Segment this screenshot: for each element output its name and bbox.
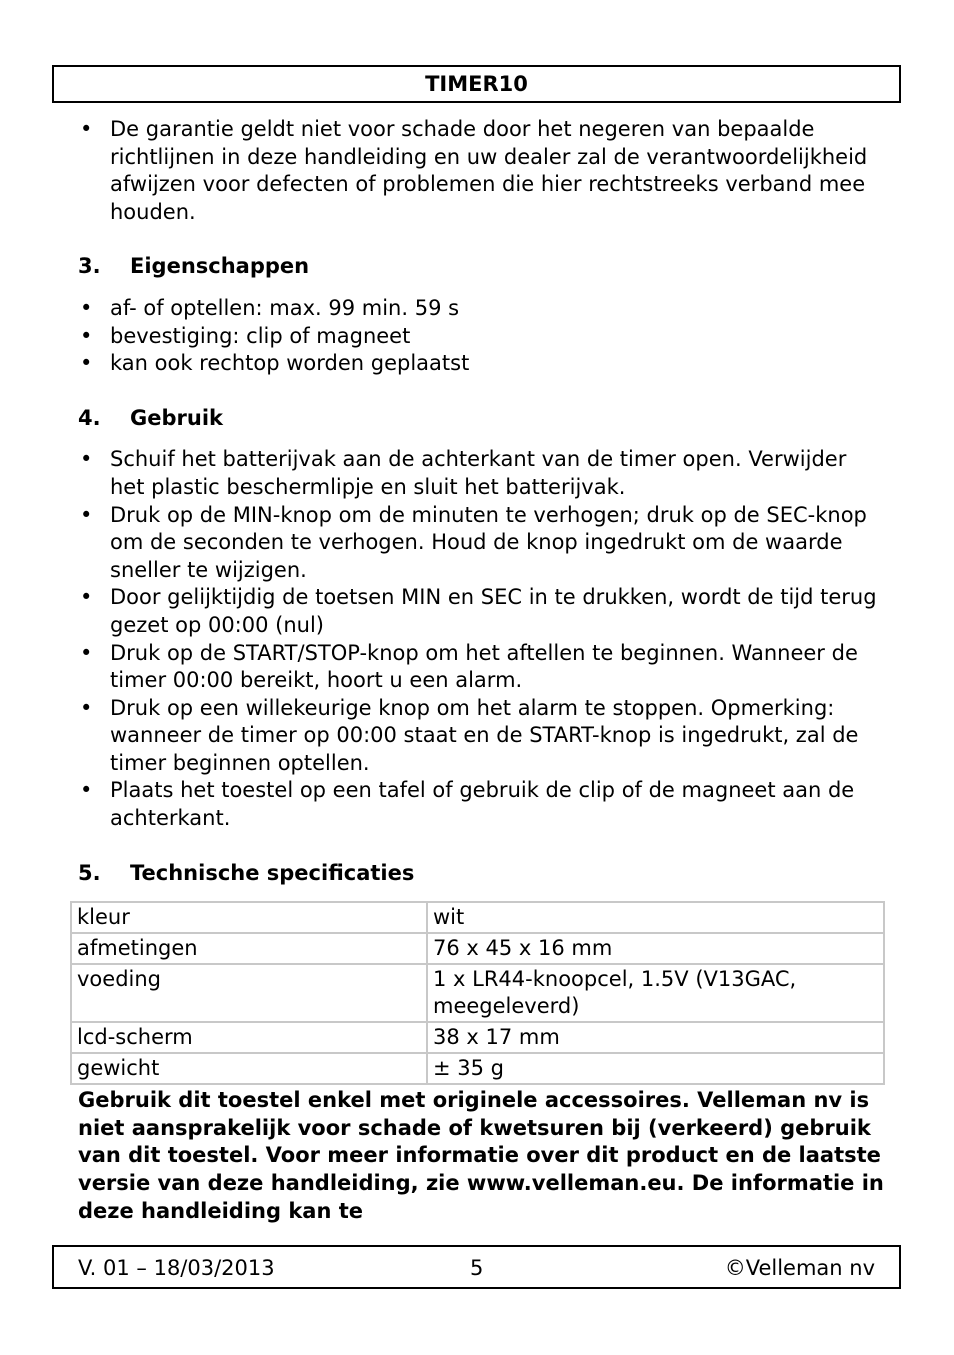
bullet-icon: • <box>80 585 93 610</box>
list-item: • Druk op de START/STOP-knop om het aftellen te beginnen. Wanneer de timer 00:00 bereikt, hoort u een alarm. <box>80 640 858 693</box>
table-row <box>71 1053 884 1084</box>
spec-key: afmetingen <box>71 933 427 964</box>
section-number: 3. <box>78 254 101 279</box>
page-content <box>78 116 886 1225</box>
bullet-icon: • <box>80 117 93 141</box>
spec-key: gewicht <box>71 1053 427 1084</box>
bullet-icon: • <box>80 695 93 720</box>
list-item: • Plaats het toestel op een tafel of gebruik de clip of de magneet aan de achterkant. <box>80 778 855 831</box>
list-item: • Druk op de MIN-knop om de minuten te verhogen; druk op de SEC-knop om de seconden te verhogen. Houd de knop ingedrukt om de waarde sneller te wijzigen. <box>80 502 867 582</box>
table-row <box>71 1022 884 1053</box>
spec-key: lcd-scherm <box>71 1022 427 1053</box>
bullet-icon: • <box>80 447 93 472</box>
footer-copyright: ©Velleman nv <box>724 1256 875 1280</box>
bullet-icon: • <box>80 778 93 803</box>
table-row <box>71 933 884 964</box>
document-title: TIMER10 <box>425 72 528 96</box>
features-bullet-list <box>78 295 886 378</box>
table-row <box>71 902 884 933</box>
disclaimer-notice: Gebruik dit toestel enkel met originele accessoires. Velleman nv is niet aansprakelijk voor schade of kwetsuren bij (verkeerd) gebruik van dit toestel. Voor meer informatie over dit product en de laatste versie van deze handleiding, zie www.velleman.eu. De informatie in deze handleiding kan te <box>78 1088 884 1223</box>
list-item: • Door gelijktijdig de toetsen MIN en SEC in te drukken, wordt de tijd terug gezet op 00:00 (nul) <box>80 585 877 637</box>
page-header <box>52 65 901 103</box>
bullet-icon: • <box>80 640 93 665</box>
table-row <box>71 964 884 1022</box>
intro-bullet-list <box>78 116 886 226</box>
section-number: 5. <box>78 860 101 885</box>
list-item: • kan ook rechtop worden geplaatst <box>78 350 886 378</box>
usage-bullet-list <box>78 446 886 832</box>
section-heading-gebruik <box>78 405 886 433</box>
section-title: Gebruik <box>130 405 223 430</box>
spec-value: 76 x 45 x 16 mm <box>427 933 884 964</box>
section-heading-eigenschappen <box>78 253 886 281</box>
spec-key: voeding <box>71 964 427 1022</box>
section-title: Eigenschappen <box>130 254 310 279</box>
page-footer <box>52 1245 901 1289</box>
bullet-icon: • <box>80 295 93 320</box>
bullet-icon: • <box>80 502 93 527</box>
list-item: • Druk op een willekeurige knop om het alarm te stoppen. Opmerking: wanneer de timer op 00:00 staat en de START-knop is ingedrukt, zal de timer beginnen optellen. <box>80 695 859 775</box>
footer-page-number: 5 <box>470 1256 484 1280</box>
spec-value: wit <box>427 902 884 933</box>
spec-value: ± 35 g <box>427 1053 884 1084</box>
specifications-table <box>70 901 885 1085</box>
list-item: • De garantie geldt niet voor schade door het negeren van bepaalde richtlijnen in deze handleiding en uw dealer zal de verantwoordelijkheid afwijzen voor defecten of problemen die hier rechtstreeks verband mee houden. <box>80 117 868 224</box>
list-item: • af- of optellen: max. 99 min. 59 s <box>78 295 886 323</box>
footer-version: V. 01 – 18/03/2013 <box>78 1256 275 1280</box>
bullet-icon: • <box>80 351 93 376</box>
section-number: 4. <box>78 405 101 430</box>
list-item: • Schuif het batterijvak aan de achterkant van de timer open. Verwijder het plastic beschermlipje en sluit het batterijvak. <box>80 447 847 499</box>
section-title: Technische specificaties <box>130 860 415 885</box>
spec-key: kleur <box>71 902 427 933</box>
bullet-icon: • <box>80 323 93 348</box>
spec-value: 1 x LR44-knoopcel, 1.5V (V13GAC, meegeleverd) <box>427 964 884 1022</box>
section-heading-specificaties <box>78 860 886 888</box>
list-item: • bevestiging: clip of magneet <box>78 323 886 351</box>
spec-value: 38 x 17 mm <box>427 1022 884 1053</box>
